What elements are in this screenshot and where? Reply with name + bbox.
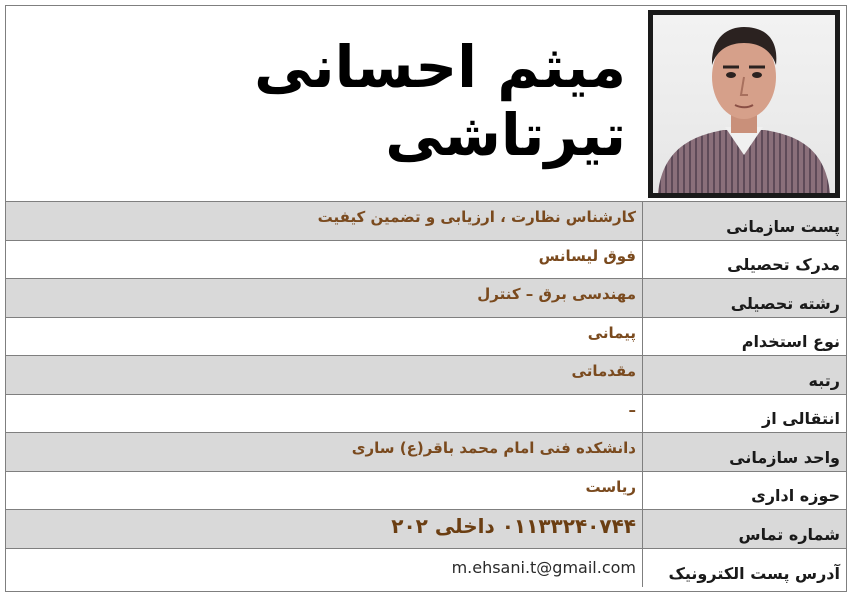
table-row bbox=[6, 202, 846, 241]
table-row bbox=[6, 318, 846, 357]
info-table bbox=[6, 202, 846, 587]
profile-header bbox=[6, 6, 846, 202]
row-value: دانشکده فنی امام محمد باقر(ع) ساری bbox=[351, 439, 636, 457]
table-row bbox=[6, 510, 846, 549]
row-label: انتقالی از bbox=[642, 395, 846, 433]
table-row bbox=[6, 356, 846, 395]
profile-card bbox=[5, 5, 847, 592]
table-row bbox=[6, 472, 846, 511]
row-label: پست سازمانی bbox=[642, 202, 846, 240]
row-value: – bbox=[628, 400, 636, 419]
row-label: شماره تماس bbox=[642, 510, 846, 548]
row-label: حوزه اداری bbox=[642, 472, 846, 510]
row-label: مدرک تحصیلی bbox=[642, 241, 846, 279]
table-row bbox=[6, 279, 846, 318]
row-value: مقدماتی bbox=[571, 362, 636, 380]
row-label: آدرس پست الکترونیک bbox=[642, 549, 846, 588]
row-value: کارشناس نظارت ، ارزیابی و تضمین کیفیت bbox=[317, 208, 636, 226]
phone-value: ۰۱۱۳۳۲۴۰۷۴۴ داخلی ۲۰۲ bbox=[391, 514, 636, 538]
table-row bbox=[6, 241, 846, 280]
row-value: پیمانی bbox=[587, 323, 636, 342]
email-link[interactable]: m.ehsani.t@gmail.com bbox=[451, 558, 636, 578]
table-row bbox=[6, 395, 846, 434]
row-label: نوع استخدام bbox=[642, 318, 846, 356]
portrait-photo bbox=[653, 15, 835, 193]
row-label: رشته تحصیلی bbox=[642, 279, 846, 317]
row-value: ریاست bbox=[585, 477, 636, 496]
row-value: مهندسی برق – کنترل bbox=[477, 285, 636, 303]
row-value: فوق لیسانس bbox=[538, 246, 636, 265]
table-row bbox=[6, 549, 846, 588]
full-name: میثم احسانی تیرتاشی bbox=[254, 33, 626, 169]
row-label: واحد سازمانی bbox=[642, 433, 846, 471]
table-row bbox=[6, 433, 846, 472]
photo-frame bbox=[648, 10, 840, 198]
row-label: رتبه bbox=[642, 356, 846, 394]
